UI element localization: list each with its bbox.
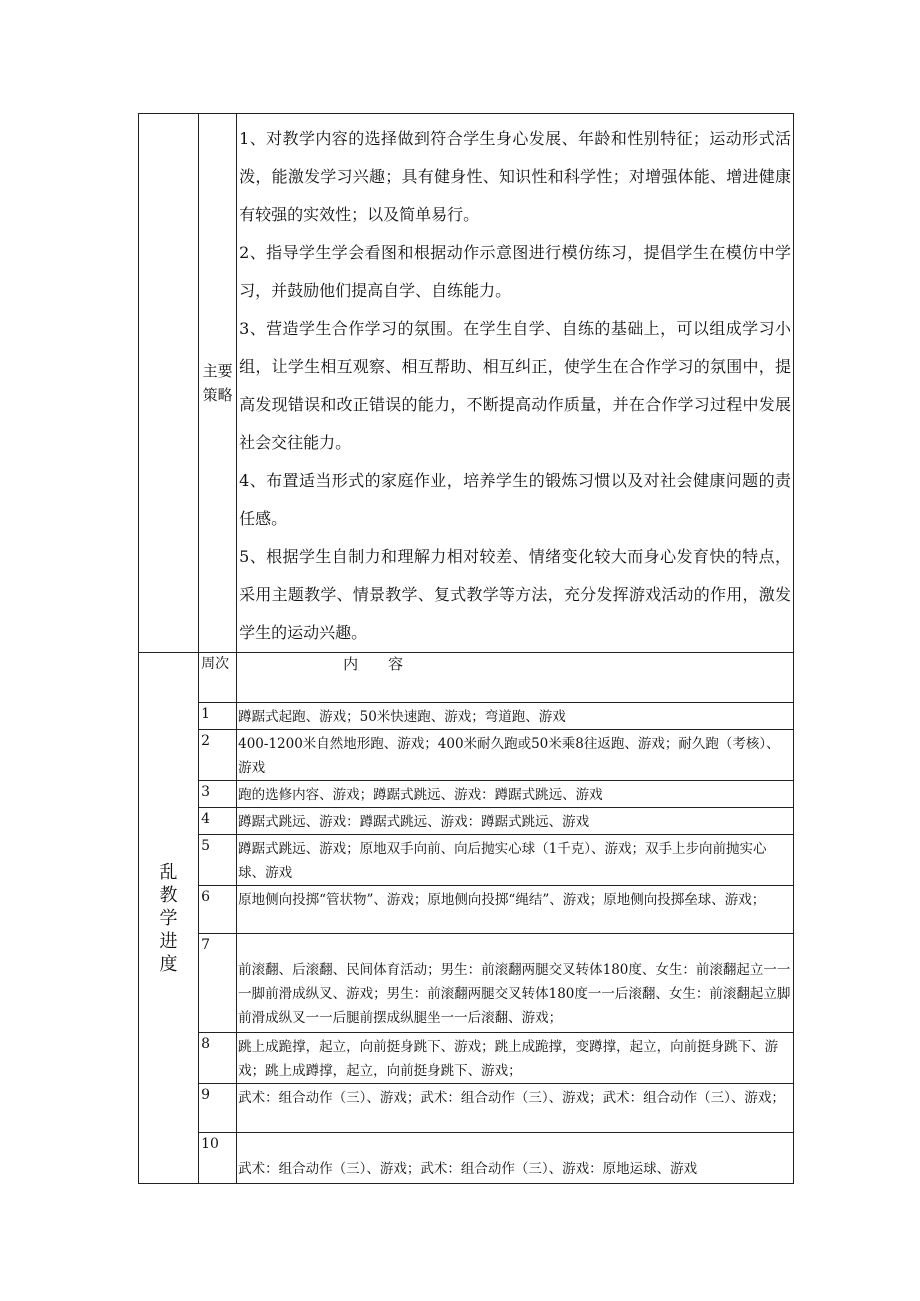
- content-cell: 前滚翻、后滚翻、民间体育活动；男生：前滚翻两腿交叉转体180度、女生：前滚翻起立一一一脚前滑成纵叉、游戏；男生：前滚翻两腿交叉转体180度一一后滚翻、女生：前滚翻起立脚前滑成纵叉一一后腿前摆成纵腿坐一一后滚翻、游戏；: [237, 934, 794, 1033]
- strategy-item: 1、对教学内容的选择做到符合学生身心发展、年龄和性别特征；运动形式活泼，能激发学习兴趣；具有健身性、知识性和科学性；对增强体能、增进健康有较强的实效性；以及简单易行。: [239, 129, 791, 224]
- week-cell: 9: [199, 1084, 237, 1133]
- strategy-empty-cell: [139, 114, 199, 653]
- week-cell: 5: [199, 835, 237, 886]
- week-cell: 4: [199, 808, 237, 835]
- content-cell: 跳上成跪撑，起立，向前挺身跳下、游戏；跳上成跪撑，变蹲撑，起立，向前挺身跳下、游戏；跳上成蹲撑，起立，向前挺身跳下、游戏；: [237, 1033, 794, 1084]
- table-row: [139, 808, 794, 835]
- week-cell: 3: [199, 781, 237, 808]
- week-cell: 7: [199, 934, 237, 1033]
- table-row: [139, 730, 794, 781]
- table-row: [139, 1084, 794, 1133]
- strategy-row: [139, 114, 794, 653]
- week-cell: 8: [199, 1033, 237, 1084]
- strategy-label: 主要策略: [199, 114, 237, 653]
- content-cell: 武术：组合动作（三）、游戏；武术：组合动作（三）、游戏；武术：组合动作（三）、游戏；: [237, 1084, 794, 1133]
- content-cell: 蹲踞式跳远、游戏：蹲踞式跳远、游戏：蹲踞式跳远、游戏: [237, 808, 794, 835]
- week-cell: 10: [199, 1133, 237, 1184]
- schedule-label: 乱 教 学 进 度: [139, 653, 199, 1184]
- week-cell: 6: [199, 886, 237, 934]
- content-cell: 400-1200米自然地形跑、游戏；400米耐久跑或50米乘8往返跑、游戏；耐久跑（考核）、游戏: [237, 730, 794, 781]
- strategy-item: 3、营造学生合作学习的氛围。在学生自学、自练的基础上，可以组成学习小组，让学生相互观察、相互帮助、相互纠正，使学生在合作学习的氛围中，提高发现错误和改正错误的能力，不断提高动作质量，并在合作学习过程中发展社会交往能力。: [239, 319, 791, 452]
- strategy-content: [237, 114, 794, 653]
- table-row: [139, 1033, 794, 1084]
- table-row: [139, 886, 794, 934]
- strategy-item: 2、指导学生学会看图和根据动作示意图进行模仿练习，提倡学生在模仿中学习，并鼓励他们提高自学、自练能力。: [239, 243, 791, 300]
- schedule-header-row: [139, 653, 794, 703]
- strategy-item: 5、根据学生自制力和理解力相对较差、情绪变化较大而身心发育快的特点，采用主题教学、情景教学、复式教学等方法，充分发挥游戏活动的作用，激发学生的运动兴趣。: [239, 547, 791, 642]
- table-row: [139, 781, 794, 808]
- week-cell: 1: [199, 703, 237, 730]
- header-content: 内 容: [237, 653, 794, 703]
- strategy-item: 4、布置适当形式的家庭作业，培养学生的锻炼习惯以及对社会健康问题的责任感。: [239, 471, 791, 528]
- table-row: [139, 1133, 794, 1184]
- content-cell: 蹲踞式起跑、游戏；50米快速跑、游戏；弯道跑、游戏: [237, 703, 794, 730]
- header-week: 周次: [199, 653, 237, 703]
- table-row: [139, 934, 794, 1033]
- content-cell: 跑的选修内容、游戏；蹲踞式跳远、游戏：蹲踞式跳远、游戏: [237, 781, 794, 808]
- table-row: [139, 835, 794, 886]
- content-cell: 武术：组合动作（三）、游戏；武术：组合动作（三）、游戏：原地运球、游戏: [237, 1133, 794, 1184]
- content-cell: 原地侧向投掷“管状物”、游戏；原地侧向投掷“绳结”、游戏；原地侧向投掷垒球、游戏；: [237, 886, 794, 934]
- plan-table: [138, 113, 794, 1184]
- table-row: [139, 703, 794, 730]
- content-cell: 蹲踞式跳远、游戏；原地双手向前、向后抛实心球（1千克）、游戏；双手上步向前抛实心球、游戏: [237, 835, 794, 886]
- week-cell: 2: [199, 730, 237, 781]
